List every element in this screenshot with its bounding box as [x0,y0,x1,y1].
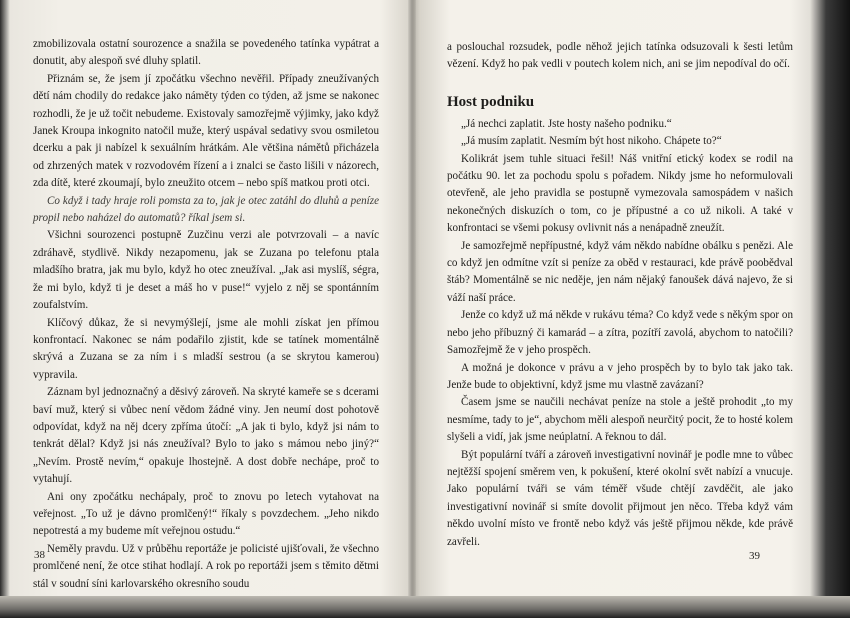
book-bottom-edge [0,596,850,618]
paragraph: Kolikrát jsem tuhle situaci řešil! Náš vnitřní etický kodex se rodil na počátku 90. let za pochodu spolu s pořadem. Nikdy jsme ho neformulovali otevřeně, ale jeho pravidla se postupně vymezovala samospádem v našich nekonečných diskuzích o tom, co je přípustné a co už nikoli. A také v konfrontaci se všemi pokusy ovlivnit nás a nenápadně zneužít. [447,152,793,235]
paragraph: A možná je dokonce v právu a v jeho prospěch by to bylo tak jako tak. Jenže bude to objektivní, když jsme mu vlastně zavázaní? [447,361,793,391]
page-number: 39 [749,550,760,562]
paragraph: Jenže co když už má někde v rukávu téma? Co když vede s někým spor on nebo jeho příbuzný či kamarád – a zítra, pozítří zavolá, abychom to natočili? Samozřejmě že v jeho prospěch. [447,309,793,357]
section-heading: Host podniku [447,93,535,110]
paragraph: zmobilizovala ostatní sourozence a snažila se povedeného tatínka vypátrat a donutit, aby alespoň své dluhy splatil. [33,38,379,68]
paragraph: Přiznám se, že jsem jí zpočátku všechno nevěřil. Případy zneužívaných dětí nám chodily do redakce jako náměty týden co týden, až jsme se nakonec rozhodli, že je už točit nebudeme. Existovaly samozřejmě výjimky, jako když Janek Kroupa inkognito natočil muže, který uspával sedativy svou osmiletou dcerku a pak ji nabízel k sexuálním hrátkám. Ale většina námětů přicházela od zhrzených matek v rozvodovém řízení a i znalci se často lišili v názorech, zda dítě, které zkoumají, bylo zneužito otcem – nebo spíš matkou proti otci. [33,72,379,190]
book-spine [408,0,416,618]
paragraph: Všichni sourozenci postupně Zuzčinu verzi ale potvrzovali – a navíc zdráhavě, stydlivě. Nikdy nezapomenu, jak se Zuzana po telefonu ptala mladšího bratra, jak mu bylo, když ho otec zneužíval. „Jak asi myslíš, ségra, že mi bylo, když ti je deset a máš ho v puse!“ vyjelo z něj se spontánním zoufalstvím. [33,229,379,312]
paragraph: a poslouchal rozsudek, podle něhož jejich tatínka odsuzovali k šesti letům vězení. Když ho pak vedli v poutech kolem nich, ani se jim nepodíval do očí. [447,41,793,71]
paragraph: Časem jsme se naučili nechávat peníze na stole a ještě prohodit „to my nesmíme, tady to je“, abychom měli alespoň neurčitý pocit, že to hosté kolem slyšeli a vidí, jak jsme neúplatní. A řeknou to dál. [447,396,793,444]
right-page-text [447,39,793,551]
paragraph: Neměly pravdu. Už v průběhu reportáže je policisté ujišťovali, že všechno promlčené není, že otce stihat hodlají. A rok po reportáži jsem s těmito dětmi stál v soudní síni karlovarského okresního soudu [33,542,379,590]
page-number: 38 [34,549,45,561]
left-page [0,0,408,600]
paragraph: Je samozřejmě nepřípustné, když vám někdo nabídne obálku s penězi. Ale co když jen odmítne vzít si peníze za oběd v restauraci, kde právě poobědval štáb? Momentálně se nic neděje, jen nám nějaký fanoušek dává najevo, že si váží naší práce. [447,239,793,304]
left-page-text [33,36,379,593]
right-page [416,0,826,600]
paragraph: „Já nechci zaplatit. Jste hosty našeho podniku.“ [461,117,672,130]
paragraph: Být populární tváří a zároveň investigativní novinář je podle mne to vůbec nejtěžší spojení směrem ven, k pokušení, které okolní svět nabízí a vnucuje. Jako populární tváři se vám téměř všude chtějí zavděčit, ale jako investigativní novinář si smíte dovolit přijmout jen něco. Třeba když vám někdo uvolní místo ve frontě nebo když vás ještě přijmou někde, kde právě zavřeli. [447,448,793,548]
paragraph: „Já musím zaplatit. Nesmím být host nikoho. Chápete to?“ [461,135,722,148]
paragraph: Záznam byl jednoznačný a děsivý zároveň. Na skryté kameře se s dcerami baví muž, který si vůbec není vědom žádné viny. Jen neumí dost pohotově odpovídat, když na něj dcery zpříma útočí: „A jak ti bylo, když jsi nám to tenkrát dělal? Když jsi nás zneužíval? Bylo to jako s mámou nebo jiný?“ „Nevím. Prostě nevím,“ opakuje lhostejně. A dost dobře nechápe, proč to vytahují. [33,386,379,486]
italic-thought: Co když i tady hraje roli pomsta za to, jak je otec zatáhl do dluhů a peníze propil nebo naházel do automatů? říkal jsem si. [33,194,379,225]
paragraph: Klíčový důkaz, že si nevymýšlejí, jsme ale mohli získat jen přímou konfrontací. Nakonec se nám podařilo zjistit, kde se tatínek momentálně skrývá a Zuzana se za ním i s mladší sestrou (a se skrytou kamerou) vypravila. [33,316,379,381]
paragraph: Ani ony zpočátku nechápaly, proč to znovu po letech vytahovat na veřejnost. „To už je dávno promlčený!“ říkaly s povzdechem. „Jeho nikdo nepotrestá a my budeme mít veřejnou ostudu.“ [33,490,379,538]
